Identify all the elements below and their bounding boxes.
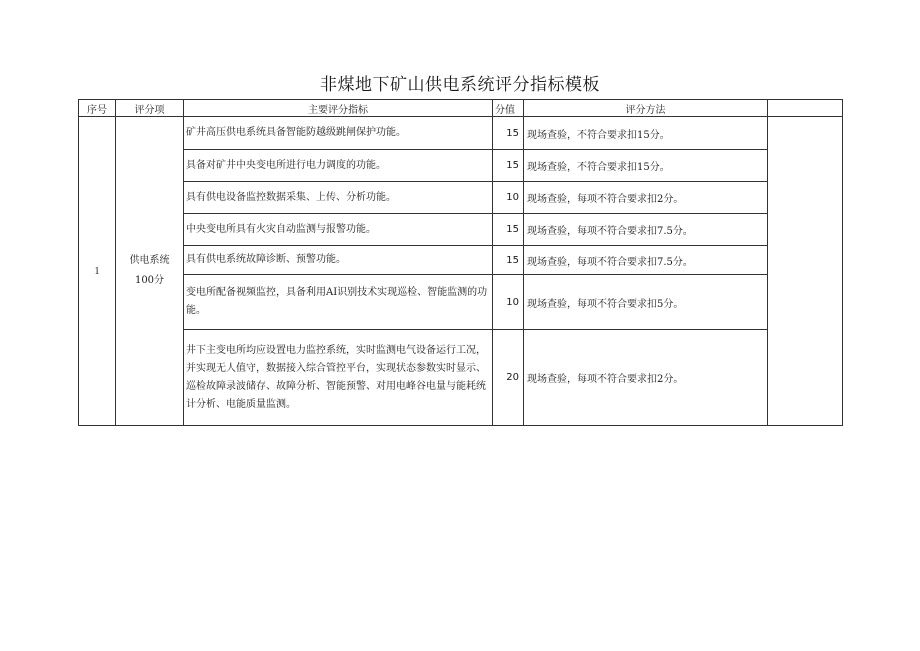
indicator-cell: 中央变电所具有火灾自动监测与报警功能。 (184, 214, 493, 246)
table-header-row (79, 100, 843, 117)
score-cell: 15 (493, 214, 524, 246)
score-cell: 10 (493, 275, 524, 330)
table-row (79, 182, 843, 214)
table-row (79, 214, 843, 246)
score-cell: 15 (493, 246, 524, 275)
header-extra (768, 100, 843, 117)
score-cell: 15 (493, 117, 524, 150)
method-cell: 现场查验，每项不符合要求扣5分。 (524, 275, 768, 330)
indicator-cell: 井下主变电所均应设置电力监控系统，实时监测电气设备运行工况，并实现无人值守，数据接入综合管控平台，实现状态参数实时显示、巡检故障录波储存、故障分析、智能预警、对用电峰谷电量与能耗统计分析、电能质量监测。 (184, 330, 493, 426)
table-row (79, 150, 843, 182)
table-row (79, 117, 843, 150)
group-seq: 1 (79, 117, 116, 426)
extra-column (768, 117, 843, 426)
header-seq: 序号 (79, 100, 116, 117)
method-cell: 现场查验，每项不符合要求扣7.5分。 (524, 246, 768, 275)
header-indicator: 主要评分指标 (184, 100, 493, 117)
header-method: 评分方法 (524, 100, 768, 117)
method-cell: 现场查验，不符合要求扣15分。 (524, 117, 768, 150)
table-row (79, 330, 843, 426)
score-cell: 10 (493, 182, 524, 214)
method-cell: 现场查验，不符合要求扣15分。 (524, 150, 768, 182)
method-cell: 现场查验，每项不符合要求扣7.5分。 (524, 214, 768, 246)
table-row (79, 246, 843, 275)
scoring-table (78, 99, 843, 426)
header-score: 分值 (493, 100, 524, 117)
table-row (79, 275, 843, 330)
score-cell: 20 (493, 330, 524, 426)
group-item-name: 供电系统 (129, 255, 170, 266)
group-item (116, 117, 184, 426)
indicator-cell: 具有供电设备监控数据采集、上传、分析功能。 (184, 182, 493, 214)
score-cell: 15 (493, 150, 524, 182)
method-cell: 现场查验，每项不符合要求扣2分。 (524, 182, 768, 214)
document-title: 非煤地下矿山供电系统评分指标模板 (320, 75, 600, 95)
indicator-cell: 具备对矿井中央变电所进行电力调度的功能。 (184, 150, 493, 182)
indicator-cell: 变电所配备视频监控，具备利用AI识别技术实现巡检、智能监测的功能。 (184, 275, 493, 330)
header-item: 评分项 (116, 100, 184, 117)
indicator-cell: 矿井高压供电系统具备智能防越级跳闸保护功能。 (184, 117, 493, 150)
indicator-cell: 具有供电系统故障诊断、预警功能。 (184, 246, 493, 275)
method-cell: 现场查验，每项不符合要求扣2分。 (524, 330, 768, 426)
group-item-score: 100分 (134, 275, 165, 286)
